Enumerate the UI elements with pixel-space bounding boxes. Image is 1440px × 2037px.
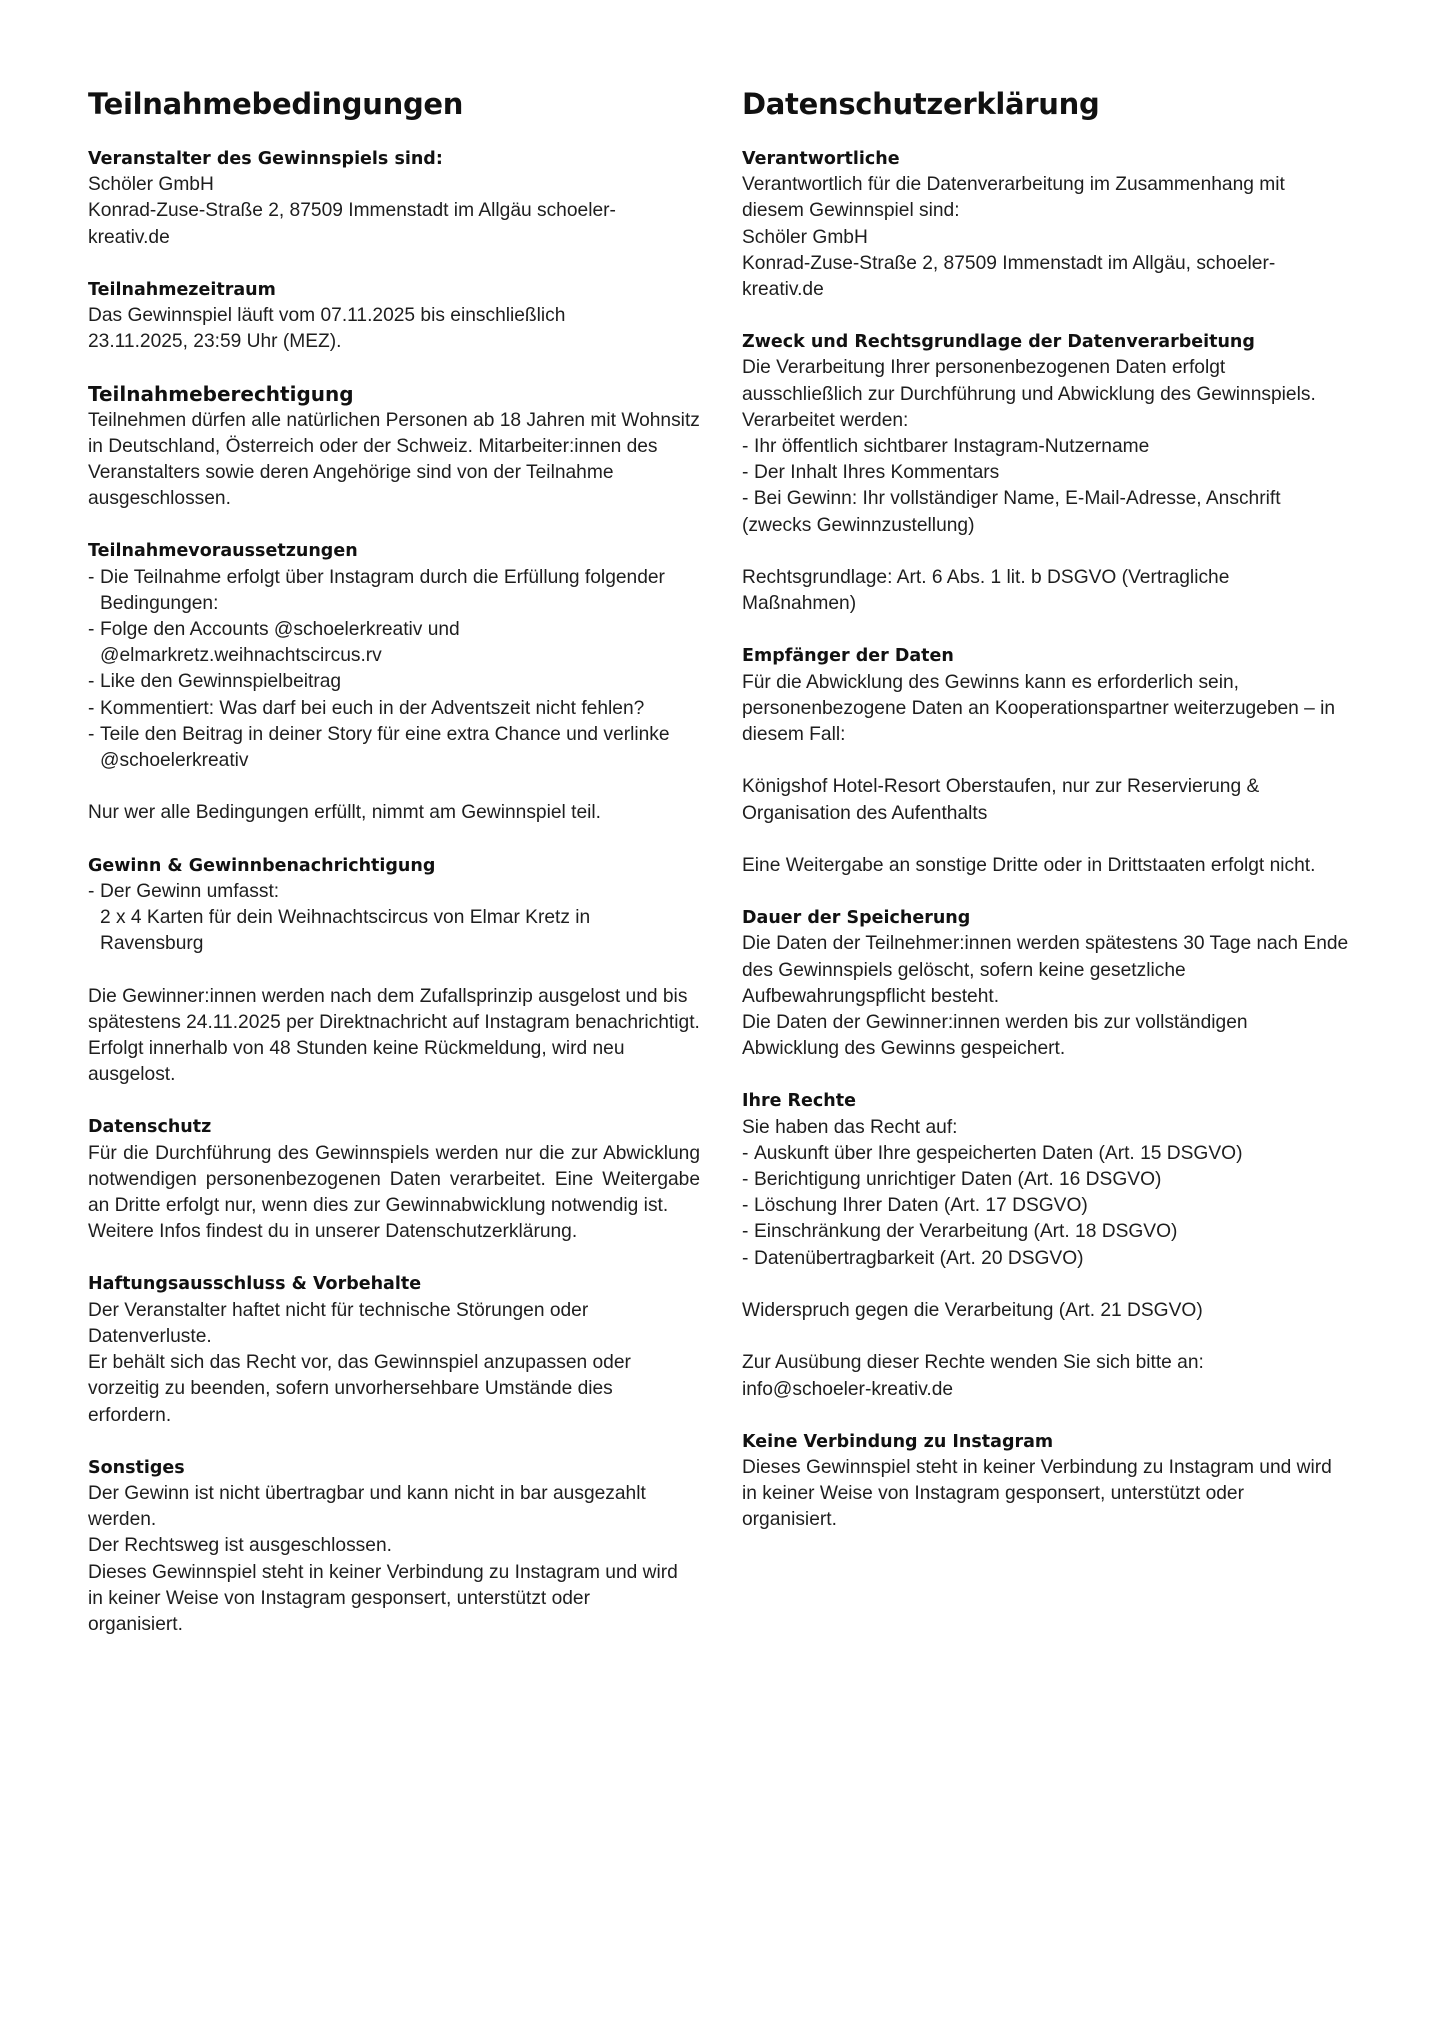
- responsible-address: Konrad-Zuse-Straße 2, 87509 Immenstadt im Allgäu, schoeler-kreativ.de: [742, 252, 1276, 301]
- rights-heading: Ihre Rechte: [742, 1091, 856, 1112]
- list-dash: -: [88, 671, 95, 693]
- privacy-text-2: Weitere Infos findest du in unserer Datenschutzerklärung.: [88, 1221, 578, 1243]
- period-section: [88, 277, 700, 356]
- retention-text-2: Die Daten der Gewinner:innen werden bis zur vollständigen Abwicklung des Gewinns gespeichert.: [742, 1012, 1248, 1060]
- requirement-item: - Folge den Accounts @schoelerkreativ und @elmarkretz.weihnachtscircus.rv: [88, 619, 460, 667]
- prize-heading: Gewinn & Gewinnbenachrichtigung: [88, 855, 436, 876]
- requirement-item: - Teile den Beitrag in deiner Story für eine extra Chance und verlinke @schoelerkreativ: [88, 723, 670, 772]
- list-dash: -: [88, 697, 95, 719]
- retention-heading: Dauer der Speicherung: [742, 908, 971, 929]
- list-dash: -: [88, 880, 95, 902]
- requirements-section: [88, 538, 700, 826]
- purpose-heading: Zweck und Rechtsgrundlage der Datenverarbeitung: [742, 332, 1255, 353]
- terms-column: [88, 86, 700, 1664]
- list-dash: -: [88, 723, 95, 745]
- misc-line: Der Rechtsweg ist ausgeschlossen.: [88, 1535, 392, 1557]
- recipients-text: Für die Abwicklung des Gewinns kann es erforderlich sein, personenbezogene Daten an Kooperationspartner weiterzugeben – in diesem Fall:: [742, 671, 1336, 746]
- requirements-note: Nur wer alle Bedingungen erfüllt, nimmt am Gewinnspiel teil.: [88, 802, 601, 824]
- instagram-text: Dieses Gewinnspiel steht in keiner Verbindung zu Instagram und wird in keiner Weise von Instagram gesponsert, unterstützt oder organisiert.: [742, 1457, 1332, 1531]
- list-dash: -: [742, 488, 754, 510]
- terms-title: Teilnahmebedingungen: [88, 87, 464, 121]
- rights-item: - Einschränkung der Verarbeitung (Art. 18 DSGVO): [742, 1219, 1354, 1245]
- rights-objection: Widerspruch gegen die Verarbeitung (Art. 21 DSGVO): [742, 1300, 1203, 1322]
- requirements-heading: Teilnahmevoraussetzungen: [88, 541, 358, 562]
- privacy-text: Für die Durchführung des Gewinnspiels werden nur die zur Abwicklung notwendigen personenbezogenen Daten verarbeitet. Eine Weitergabe an Dritte erfolgt nur, wenn dies zur Gewinnabwicklung notwendig ist.: [88, 1142, 700, 1217]
- prize-item: - Der Gewinn umfasst:: [88, 879, 700, 905]
- responsible-section: [742, 146, 1354, 303]
- recipients-heading: Empfänger der Daten: [742, 646, 954, 667]
- spacer: [742, 1272, 1354, 1298]
- responsible-company: Schöler GmbH: [742, 226, 868, 248]
- responsible-text: Verantwortlich für die Datenverarbeitung im Zusammenhang mit diesem Gewinnspiel sind:: [742, 174, 1285, 222]
- privacy-policy-title: Datenschutzerklärung: [742, 87, 1100, 121]
- prize-section: [88, 853, 700, 1089]
- liability-heading: Haftungsausschluss & Vorbehalte: [88, 1274, 422, 1295]
- prize-detail: 2 x 4 Karten für dein Weihnachtscircus von Elmar Kretz in Ravensburg: [100, 907, 591, 955]
- liability-section: [88, 1271, 700, 1428]
- prize-text: Die Gewinner:innen werden nach dem Zufallsprinzip ausgelost und bis spätestens 24.11.2025 per Direktnachricht auf Instagram benachrichtigt. Erfolgt innerhalb von 48 Stunden keine Rückmeldung, wird neu ausgelost.: [88, 985, 700, 1086]
- instagram-heading: Keine Verbindung zu Instagram: [742, 1431, 1054, 1452]
- spacer: [88, 957, 700, 983]
- eligibility-text: Teilnehmen dürfen alle natürlichen Personen ab 18 Jahren mit Wohnsitz in Deutschland, Österreich oder der Schweiz. Mitarbeiter:innen des Veranstalters sowie deren Angehörige sind von der Teilnahme ausgeschlossen.: [88, 409, 700, 510]
- list-dash: -: [742, 1247, 749, 1269]
- organizer-section: [88, 146, 700, 251]
- rights-item: - Datenübertragbarkeit (Art. 20 DSGVO): [742, 1246, 1354, 1272]
- eligibility-heading: Teilnahmeberechtigung: [88, 382, 354, 407]
- rights-section: [742, 1088, 1354, 1402]
- requirement-item: - Kommentiert: Was darf bei euch in der Adventszeit nicht fehlen?: [88, 696, 700, 722]
- purpose-text: Die Verarbeitung Ihrer personenbezogenen Daten erfolgt ausschließlich zur Durchführung und Abwicklung des Gewinnspiels.: [742, 357, 1316, 405]
- spacer: [742, 748, 1354, 774]
- processed-item: - Ihr öffentlich sichtbarer Instagram-Nutzername: [742, 434, 1354, 460]
- eligibility-section: [88, 381, 700, 512]
- list-dash: -: [742, 436, 749, 458]
- list-dash: -: [742, 1221, 749, 1243]
- period-heading: Teilnahmezeitraum: [88, 279, 276, 300]
- processed-item: - Bei Gewinn: Ihr vollständiger Name, E-Mail-Adresse, Anschrift (zwecks Gewinnzustellung): [742, 488, 1281, 536]
- retention-text: Die Daten der Teilnehmer:innen werden spätestens 30 Tage nach Ende des Gewinnspiels gelöscht, sofern keine gesetzliche Aufbewahrungspflicht besteht.: [742, 933, 1349, 1007]
- rights-item: - Berichtigung unrichtiger Daten (Art. 16 DSGVO): [742, 1167, 1354, 1193]
- rights-item: - Löschung Ihrer Daten (Art. 17 DSGVO): [742, 1193, 1354, 1219]
- organizer-company: Schöler GmbH: [88, 174, 214, 196]
- rights-intro: Sie haben das Recht auf:: [742, 1116, 958, 1138]
- processed-label: Verarbeitet werden:: [742, 409, 909, 431]
- misc-section: [88, 1455, 700, 1638]
- list-dash: -: [742, 1195, 749, 1217]
- recipients-note: Eine Weitergabe an sonstige Dritte oder in Drittstaaten erfolgt nicht.: [742, 855, 1316, 877]
- spacer: [742, 539, 1354, 565]
- list-dash: -: [742, 1142, 749, 1164]
- liability-text: Der Veranstalter haftet nicht für technische Störungen oder Datenverluste.: [88, 1299, 589, 1347]
- privacy-policy-column: [742, 86, 1354, 1560]
- list-dash: -: [88, 619, 95, 641]
- list-dash: -: [742, 1169, 749, 1191]
- privacy-heading: Datenschutz: [88, 1117, 212, 1138]
- spacer: [742, 1324, 1354, 1350]
- list-dash: -: [88, 566, 95, 588]
- organizer-heading: Veranstalter des Gewinnspiels sind:: [88, 149, 443, 169]
- rights-item: - Auskunft über Ihre gespeicherten Daten (Art. 15 DSGVO): [742, 1141, 1354, 1167]
- requirement-item: - Like den Gewinnspielbeitrag: [88, 669, 700, 695]
- misc-line: Dieses Gewinnspiel steht in keiner Verbindung zu Instagram und wird in keiner Weise von Instagram gesponsert, unterstützt oder organisiert.: [88, 1561, 678, 1635]
- recipients-partner: Königshof Hotel-Resort Oberstaufen, nur zur Reservierung & Organisation des Aufenthalts: [742, 776, 1260, 824]
- liability-text-2: Er behält sich das Recht vor, das Gewinnspiel anzupassen oder vorzeitig zu beenden, sofern unvorhersehbare Umstände dies erfordern.: [88, 1352, 631, 1426]
- privacy-section: [88, 1114, 700, 1245]
- processed-item: - Der Inhalt Ihres Kommentars: [742, 460, 1354, 486]
- spacer: [88, 774, 700, 800]
- rights-contact: Zur Ausübung dieser Rechte wenden Sie sich bitte an: info@schoeler-kreativ.de: [742, 1352, 1204, 1400]
- spacer: [742, 827, 1354, 853]
- requirement-item: - Die Teilnahme erfolgt über Instagram durch die Erfüllung folgender Bedingungen:: [88, 566, 665, 614]
- list-dash: -: [742, 462, 749, 484]
- organizer-address: Konrad-Zuse-Straße 2, 87509 Immenstadt im Allgäu schoeler-kreativ.de: [88, 200, 616, 248]
- legal-basis: Rechtsgrundlage: Art. 6 Abs. 1 lit. b DSGVO (Vertragliche Maßnahmen): [742, 567, 1230, 615]
- period-text: Das Gewinnspiel läuft vom 07.11.2025 bis einschließlich 23.11.2025, 23:59 Uhr (MEZ).: [88, 305, 566, 353]
- misc-heading: Sonstiges: [88, 1457, 185, 1478]
- purpose-section: [742, 329, 1354, 617]
- retention-section: [742, 905, 1354, 1062]
- misc-line: Der Gewinn ist nicht übertragbar und kann nicht in bar ausgezahlt werden.: [88, 1482, 646, 1531]
- recipients-section: [742, 643, 1354, 879]
- instagram-section: [742, 1429, 1354, 1534]
- responsible-heading: Verantwortliche: [742, 149, 900, 169]
